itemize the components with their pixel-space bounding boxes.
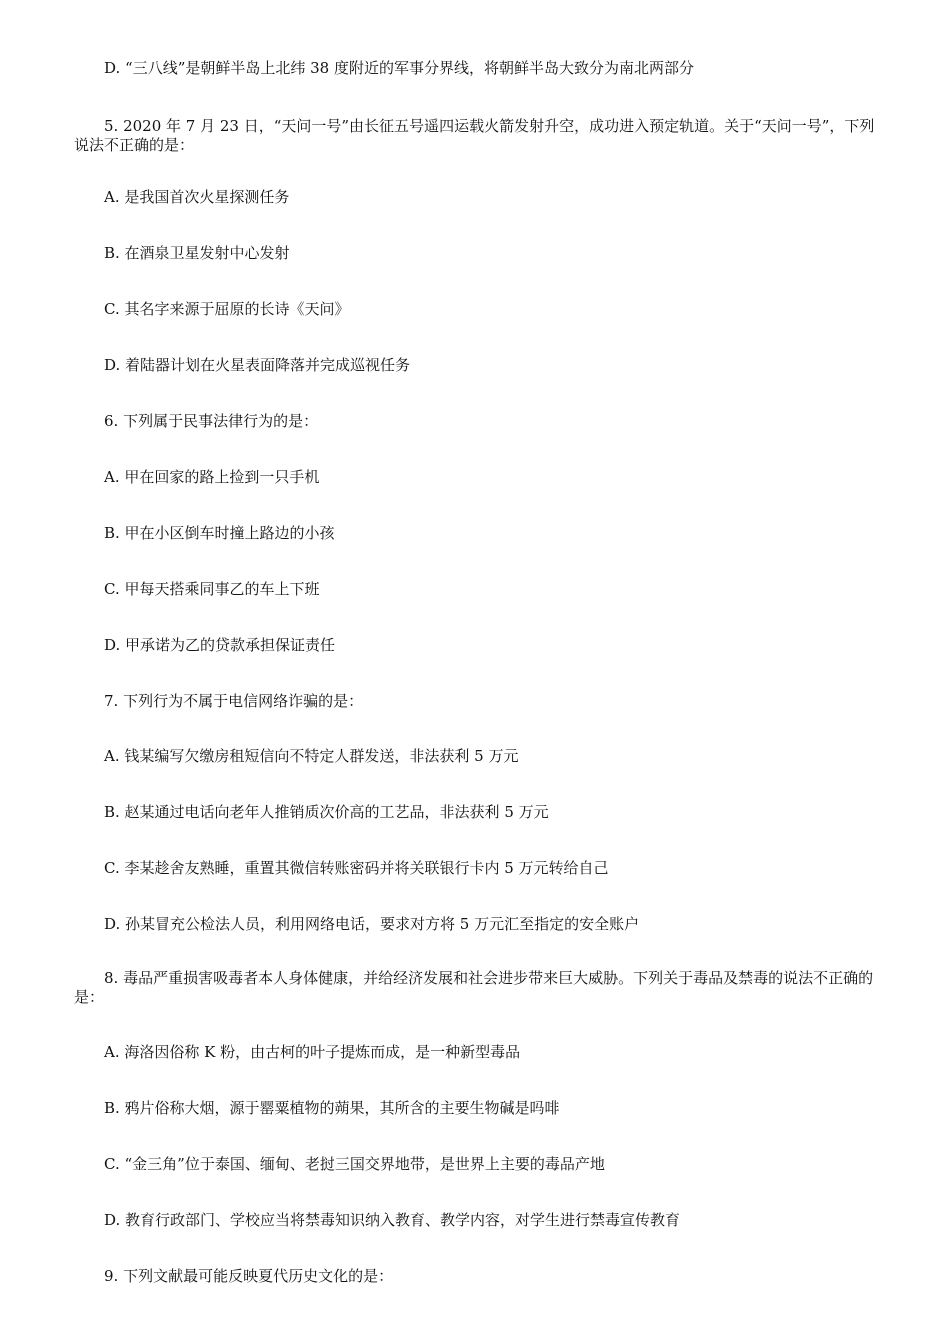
- question-6-option-c: C. 甲每天搭乘同事乙的车上下班: [104, 580, 320, 598]
- question-7-option-d: D. 孙某冒充公检法人员，利用网络电话，要求对方将 5 万元汇至指定的安全账户: [104, 915, 640, 933]
- question-8-option-a: A. 海洛因俗称 K 粉，由古柯的叶子提炼而成，是一种新型毒品: [104, 1043, 521, 1061]
- question-6-stem: 6. 下列属于民事法律行为的是：: [104, 412, 319, 430]
- question-7-option-a: A. 钱某编写欠缴房租短信向不特定人群发送，非法获利 5 万元: [104, 747, 519, 765]
- question-5-option-c: C. 其名字来源于屈原的长诗《天问》: [104, 300, 350, 318]
- question-8-option-c: C. “金三角”位于泰国、缅甸、老挝三国交界地带，是世界上主要的毒品产地: [104, 1155, 605, 1173]
- question-9-stem: 9. 下列文献最可能反映夏代历史文化的是：: [104, 1267, 394, 1285]
- question-6-option-d: D. 甲承诺为乙的贷款承担保证责任: [104, 636, 336, 654]
- question-8-option-d: D. 教育行政部门、学校应当将禁毒知识纳入教育、教学内容，对学生进行禁毒宣传教育: [104, 1211, 681, 1229]
- question-6-option-b: B. 甲在小区倒车时撞上路边的小孩: [104, 524, 335, 542]
- question-4-option-d: D. “三八线”是朝鲜半岛上北纬 38 度附近的军事分界线，将朝鲜半岛大致分为南北两部分: [104, 59, 694, 77]
- question-8-option-b: B. 鸦片俗称大烟，源于罂粟植物的蒴果，其所含的主要生物碱是吗啡: [104, 1099, 560, 1117]
- question-7-option-b: B. 赵某通过电话向老年人推销质次价高的工艺品，非法获利 5 万元: [104, 803, 549, 821]
- question-7-stem: 7. 下列行为不属于电信网络诈骗的是：: [104, 692, 364, 710]
- question-8-stem: 8. 毒品严重损害吸毒者本人身体健康，并给经济发展和社会进步带来巨大威胁。下列关于毒品及禁毒的说法不正确的是：: [74, 969, 874, 1006]
- question-5-option-d: D. 着陆器计划在火星表面降落并完成巡视任务: [104, 356, 411, 374]
- question-5-stem: 5. 2020 年 7 月 23 日，“天问一号”由长征五号遥四运载火箭发射升空，成功进入预定轨道。关于“天问一号”，下列说法不正确的是：: [74, 117, 875, 154]
- question-7-option-c: C. 李某趁舍友熟睡，重置其微信转账密码并将关联银行卡内 5 万元转给自己: [104, 859, 609, 877]
- question-5-option-a: A. 是我国首次火星探测任务: [104, 188, 290, 206]
- question-6-option-a: A. 甲在回家的路上捡到一只手机: [104, 468, 320, 486]
- question-5-option-b: B. 在酒泉卫星发射中心发射: [104, 244, 290, 262]
